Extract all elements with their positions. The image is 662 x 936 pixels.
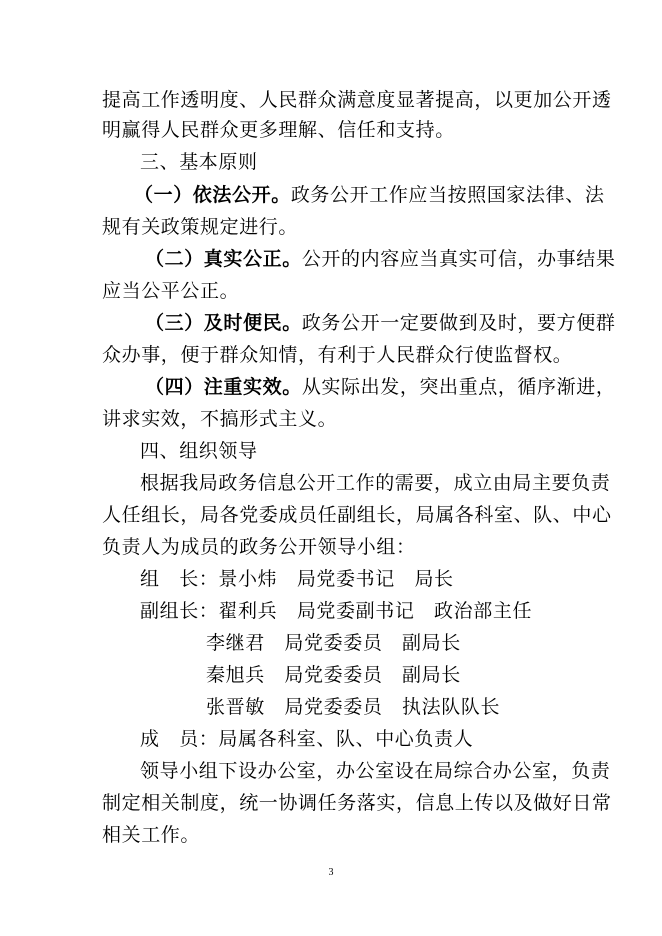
deputy-4-name: 张晋敏 [206,696,265,718]
principle-2-line-2: 应当公平公正。 [102,280,240,302]
section4-intro-line-3: 负责人为成员的政务公开领导小组： [102,536,416,558]
members-text: 局属各科室、队、中心负责人 [218,728,474,750]
deputy-3-name: 秦旭兵 [206,664,265,686]
deputy-row-1 [140,599,610,623]
leader-title-2: 局长 [414,568,454,590]
principle-1-text: 政务公开工作应当按照国家法律、法 [290,184,605,206]
office-line-2: 制定相关制度，统一协调任务落实，信息上传以及做好日常 [102,792,612,814]
principle-4-line-1 [145,375,615,399]
leader-row [140,567,610,591]
deputy-2-name: 李继君 [206,632,265,654]
deputy-3-title-1: 局党委委员 [284,664,383,686]
principle-4-text: 从实际出发，突出重点，循序渐进， [301,376,616,398]
principle-3-label: （三）及时便民。 [145,312,302,334]
principle-1-line-2: 规有关政策规定进行。 [102,216,299,238]
deputy-4-title-2: 执法队队长 [402,696,501,718]
deputy-row-3 [206,663,662,687]
deputy-role: 副组长： [140,600,219,622]
section4-heading: 四、组织领导 [140,440,258,462]
office-line-3: 相关工作。 [102,824,201,846]
deputy-row-4 [206,695,662,719]
principle-2-line-1 [145,247,615,271]
deputy-2-title-2: 副局长 [402,632,461,654]
intro-paragraph-line-1: 提高工作透明度、人民群众满意度显著提高，以更加公开透 [102,89,612,111]
principle-3-line-1 [145,311,615,335]
principle-2-text: 公开的内容应当真实可信，办事结果 [301,248,616,270]
principle-3-text: 政务公开一定要做到及时，要方便群 [301,312,616,334]
leader-name: 景小炜 [218,568,278,590]
deputy-1-title-2: 政治部主任 [434,600,533,622]
deputy-1-name: 翟利兵 [218,600,278,622]
deputy-3-title-2: 副局长 [402,664,461,686]
section3-heading: 三、基本原则 [140,151,258,173]
deputy-4-title-1: 局党委委员 [284,696,383,718]
section4-intro-line-1: 根据我局政务信息公开工作的需要，成立由局主要负责 [140,472,611,494]
leader-title-1: 局党委书记 [296,568,395,590]
principle-1-label: （一）依法公开。 [134,184,291,206]
principle-2-label: （二）真实公正。 [145,248,302,270]
page-number: 3 [328,867,334,878]
section4-intro-line-2: 人任组长，局各党委成员任副组长，局属各科室、队、中心 [102,504,612,526]
leader-role: 组 长： [140,568,219,590]
principle-4-label: （四）注重实效。 [145,376,302,398]
deputy-2-title-1: 局党委委员 [284,632,383,654]
members-role: 成 员： [140,728,219,750]
intro-paragraph-line-2: 明赢得人民群众更多理解、信任和支持。 [102,119,455,141]
office-line-1: 领导小组下设办公室，办公室设在局综合办公室，负责 [140,760,611,782]
members-row [140,727,610,751]
principle-4-line-2: 讲求实效，不搞形式主义。 [102,408,338,430]
deputy-1-title-1: 局党委副书记 [296,600,415,622]
principle-3-line-2: 众办事，便于群众知情，有利于人民群众行使监督权。 [102,344,573,366]
principle-1-line-1 [134,183,604,207]
deputy-row-2 [206,631,662,655]
